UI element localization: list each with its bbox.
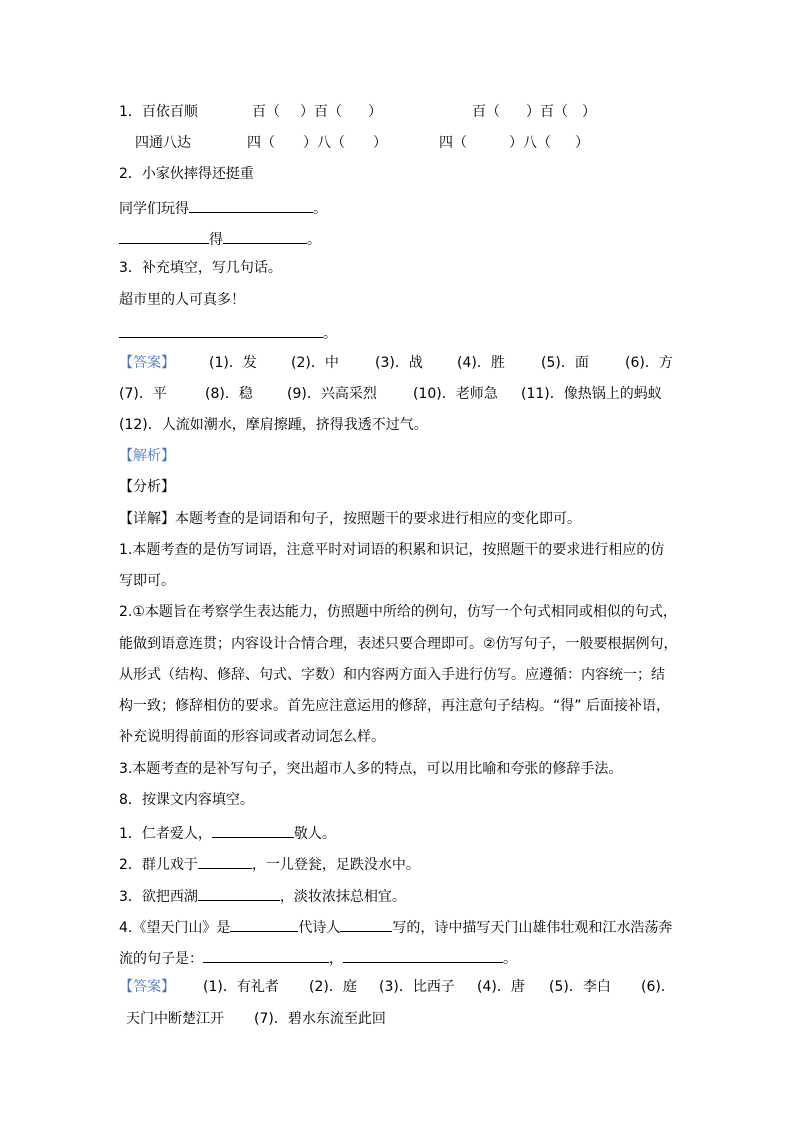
q7-answer-line3: (12)．人流如潮水，摩肩擦踵，挤得我透不过气。 [119, 417, 428, 433]
detail-line: 【详解】本题考查的是词语和句子，按照题干的要求进行相应的变化即可。 [119, 511, 581, 527]
detail-line: 补充说明得前面的形容词或者动词怎么样。 [119, 729, 385, 745]
answer-item: (7)．平 [119, 386, 167, 402]
q7-item2-line1 [119, 198, 327, 217]
q7-l2-f: ） [575, 135, 589, 151]
q8-l5-mid: ， [329, 951, 343, 967]
q7-l2-b: ）八（ [303, 135, 345, 151]
q7-l2-a: 四（ [247, 135, 275, 151]
answer-item: (11)．像热锅上的蚂蚁 [521, 386, 662, 402]
q8-line3 [119, 886, 406, 905]
q7-item3-prompt: 超市里的人可真多！ [119, 292, 245, 308]
answer-blank[interactable] [223, 229, 307, 244]
answer-blank[interactable] [343, 948, 503, 963]
answer-item: (2)．中 [291, 355, 339, 371]
q8-l2-pre: 2．群儿戏于 [119, 857, 198, 873]
detail-line: 2.①本题旨在考察学生表达能力，仿照题中所给的例句，仿写一个句式相同或相似的句式， [119, 604, 677, 620]
answer-blank[interactable] [203, 948, 329, 963]
detail-line: 能做到语意连贯；内容设计合情合理，表述只要合理即可。②仿写句子，一般要根据例句， [119, 636, 678, 652]
q8-l5-post: 。 [503, 951, 517, 967]
q8-line4 [119, 917, 672, 936]
q8-answer-line1 [119, 979, 675, 995]
q8-line2 [119, 854, 420, 873]
q8-l1-post: 敬人。 [293, 826, 336, 842]
q7-l4-pre: 同学们玩得 [119, 201, 189, 217]
q7-l1-e: ）百（ [526, 104, 568, 120]
q8-l5-pre: 流的句子是： [119, 951, 203, 967]
answer-item: (3)．比西子 [379, 979, 455, 995]
answer-blank[interactable] [189, 198, 313, 213]
answer-item: (7)．碧水东流至此回 [254, 1011, 386, 1027]
answer-item: (10)．老师急 [413, 386, 498, 402]
q7-l2-e: ）八（ [509, 135, 551, 151]
q8-line5 [119, 948, 517, 967]
q7-l5-mid: 得 [209, 232, 223, 248]
q7-l2-c: ） [373, 135, 387, 151]
answer-item: (4)．唐 [477, 979, 525, 995]
answer-item: (6)．方 [625, 355, 673, 371]
q7-l5-post: 。 [307, 232, 321, 248]
analysis-tag: 【解析】 [119, 448, 175, 464]
detail-line: 写即可。 [119, 573, 175, 589]
answer-item: (2)．庭 [309, 979, 357, 995]
q7-item3-title: 3．补充填空，写几句话。 [119, 260, 282, 276]
answer-blank[interactable] [119, 323, 323, 338]
detail-line: 从形式（结构、修辞、句式、字数）和内容两方面入手进行仿写。应遵循：内容统一；结 [119, 667, 665, 683]
q7-l2-label: 四通八达 [135, 135, 191, 151]
answer-blank[interactable] [340, 917, 392, 932]
q7-item2-line2 [119, 229, 321, 248]
q8-l3-post: ，淡妆浓抹总相宜。 [279, 889, 406, 905]
answer-blank[interactable] [119, 229, 209, 244]
analysis-subtitle: 【分析】 [119, 479, 175, 495]
q8-line1 [119, 823, 336, 842]
q7-l1-b: ）百（ [300, 104, 342, 120]
q7-l1-a: 百（ [252, 104, 280, 120]
answer-item: (5)．李白 [549, 979, 611, 995]
answer-item: (1)．有礼者 [203, 979, 279, 995]
q8-l4-mid1: 代诗人 [298, 920, 341, 936]
answer-item: (8)．稳 [205, 386, 253, 402]
answer-item: (6)． [641, 979, 675, 995]
q7-l1-c: ） [368, 104, 382, 120]
answer-item: (9)．兴高采烈 [287, 386, 377, 402]
q7-line1 [119, 104, 596, 120]
answer-item: (1)．发 [209, 355, 257, 371]
q7-item2-title: 2．小家伙摔得还挺重 [119, 166, 254, 182]
q7-l1-d: 百（ [472, 104, 500, 120]
q8-l3-pre: 3．欲把西湖 [119, 889, 198, 905]
answer-blank[interactable] [198, 886, 280, 901]
q8-answer-line2 [126, 1011, 386, 1027]
answer-blank[interactable] [212, 823, 294, 838]
answer-item: (5)．面 [541, 355, 589, 371]
detail-line: 3.本题考查的是补写句子，突出超市人多的特点，可以用比喻和夸张的修辞手法。 [119, 761, 623, 777]
q8-title: 8．按课文内容填空。 [119, 792, 254, 808]
answer-tag: 【答案】 [119, 979, 175, 995]
q7-l4-post: 。 [313, 201, 327, 217]
q8-l4-mid2: 写的，诗中描写天门山雄伟壮观和江水浩荡奔 [392, 920, 673, 936]
answer-blank[interactable] [198, 854, 252, 869]
answer-tag: 【答案】 [119, 355, 175, 371]
q7-l1-f: ） [582, 104, 596, 120]
q8-l2-post: ，一儿登瓮，足跌没水中。 [251, 857, 420, 873]
q7-l2-d: 四（ [439, 135, 467, 151]
answer-item: (3)．战 [375, 355, 423, 371]
q7-answer-line2 [119, 386, 662, 402]
q7-line2 [135, 135, 589, 151]
q7-item3-line [119, 323, 337, 342]
detail-line: 1.本题考查的是仿写词语，注意平时对词语的积累和识记，按照题干的要求进行相应的仿 [119, 542, 665, 558]
answer-item: 天门中断楚江开 [126, 1011, 224, 1027]
q7-l8-post: 。 [323, 326, 337, 342]
q7-answer-line1 [119, 355, 673, 371]
answer-blank[interactable] [230, 917, 298, 932]
answer-item: (4)．胜 [457, 355, 505, 371]
q8-l1-pre: 1．仁者爱人， [119, 826, 212, 842]
detail-line: 构一致；修辞相仿的要求。首先应注意运用的修辞，再注意句子结构。“得” 后面接补语， [119, 698, 670, 714]
q7-l1-label: 1．百依百顺 [119, 104, 198, 120]
q8-l4-pre: 4.《望天门山》是 [119, 920, 231, 936]
